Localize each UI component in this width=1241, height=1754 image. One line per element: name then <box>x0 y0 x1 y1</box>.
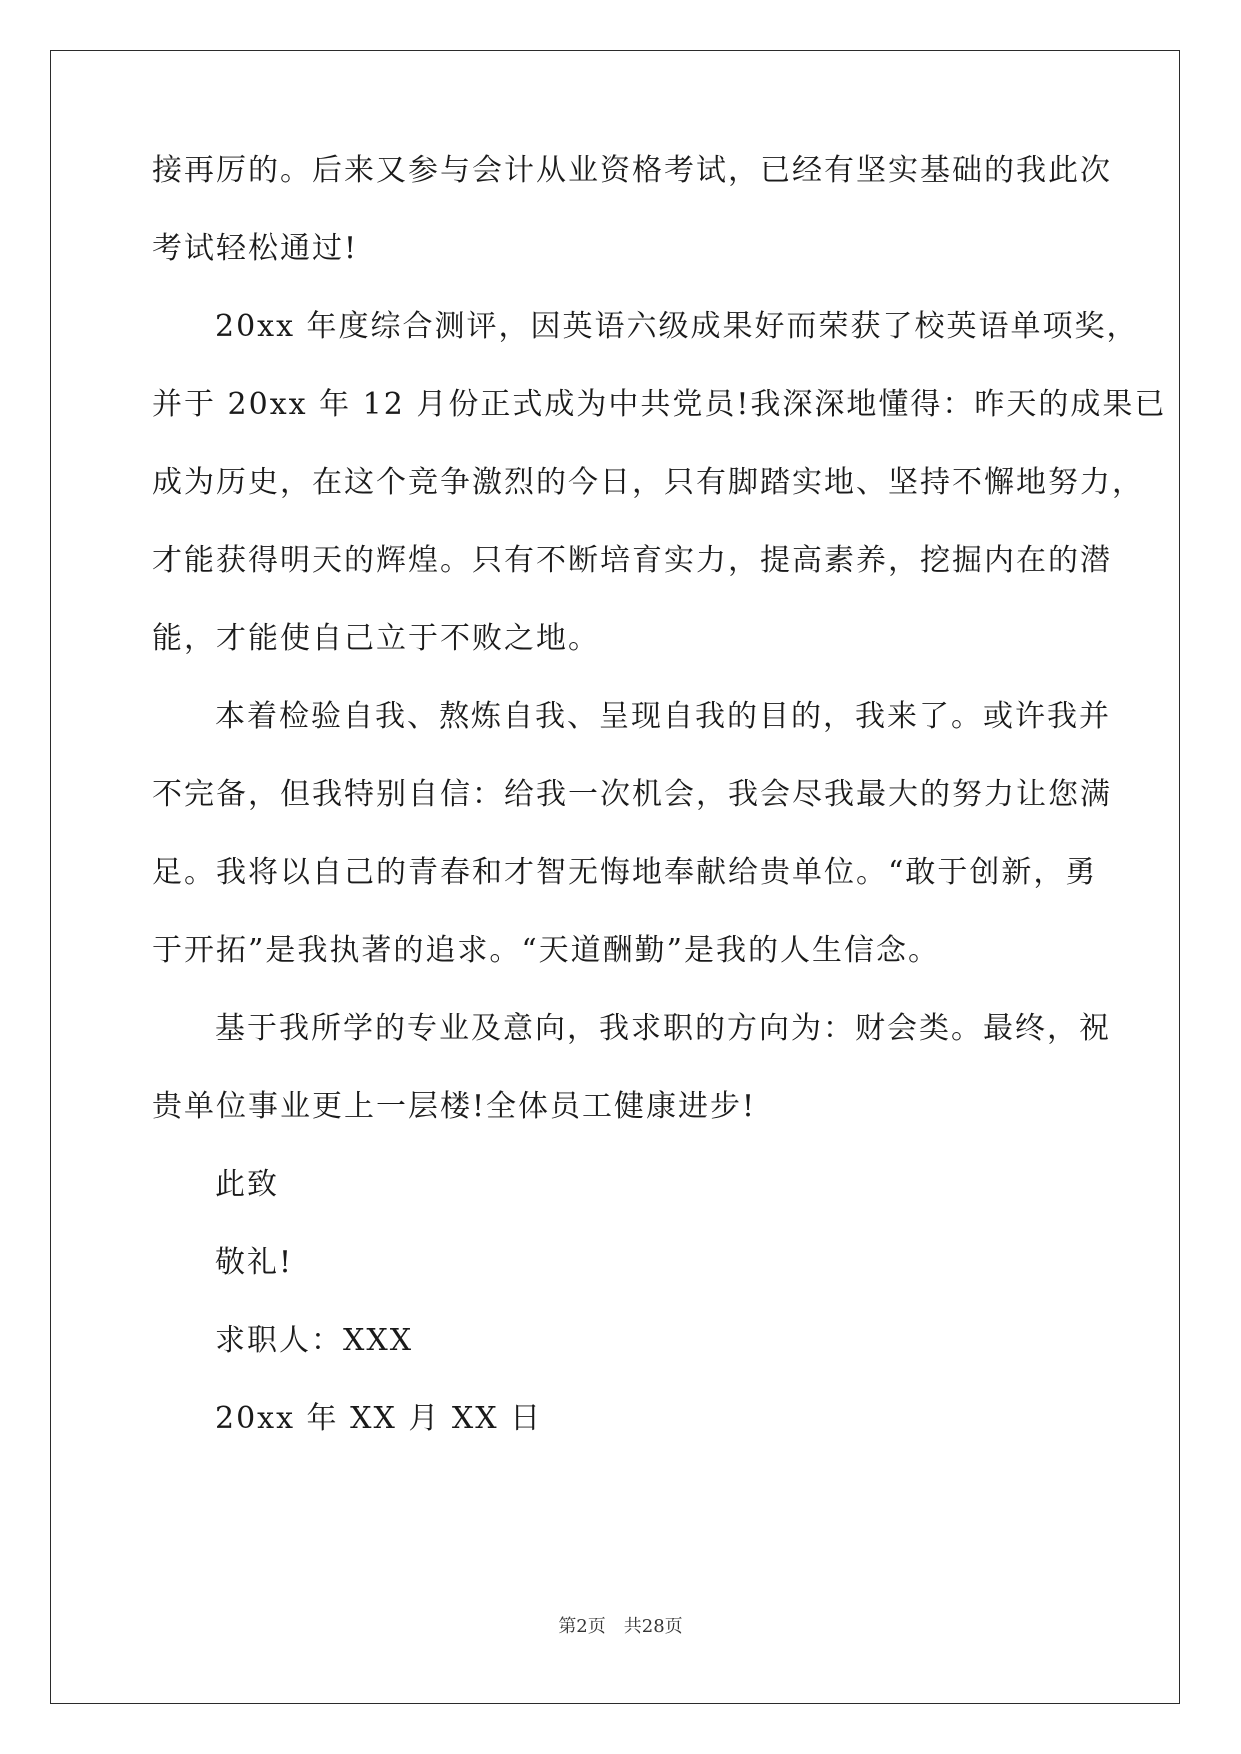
text-line: 贵单位事业更上一层楼!全体员工健康进步! <box>152 1089 757 1124</box>
page-footer <box>0 1612 1241 1638</box>
text-line: 足。我将以自己的青春和才智无悔地奉献给贵单位。“敢于创新，勇 <box>152 855 1098 890</box>
page-total: 共28页 <box>623 1616 683 1637</box>
applicant-signature: 求职人：XXX <box>215 1323 414 1358</box>
document-body <box>152 153 1167 1482</box>
letter-date: 20xx 年 XX 月 XX 日 <box>215 1401 543 1436</box>
text-line: 成为历史，在这个竞争激烈的今日，只有脚踏实地、坚持不懈地努力， <box>152 465 1144 500</box>
text-line: 接再厉的。后来又参与会计从业资格考试，已经有坚实基础的我此次 <box>152 153 1112 188</box>
text-line: 并于 20xx 年 12 月份正式成为中共党员!我深深地懂得：昨天的成果已 <box>152 387 1167 422</box>
paragraph-start-line: 本着检验自我、熬炼自我、呈现自我的目的，我来了。或许我并 <box>215 699 1111 734</box>
paragraph-start-line: 基于我所学的专业及意向，我求职的方向为：财会类。最终，祝 <box>215 1011 1111 1046</box>
text-line: 才能获得明天的辉煌。只有不断培育实力，提高素养，挖掘内在的潜 <box>152 543 1112 578</box>
closing-salutation: 此致 <box>215 1167 279 1202</box>
paragraph-start-line: 20xx 年度综合测评，因英语六级成果好而荣获了校英语单项奖， <box>215 309 1139 344</box>
closing-regards: 敬礼! <box>215 1245 294 1280</box>
page-number: 第2页 <box>558 1616 606 1637</box>
text-line: 不完备，但我特别自信：给我一次机会，我会尽我最大的努力让您满 <box>152 777 1112 812</box>
text-line: 考试轻松通过! <box>152 231 359 266</box>
text-line: 于开拓”是我执著的追求。“天道酬勤”是我的人生信念。 <box>152 933 941 968</box>
text-line: 能，才能使自己立于不败之地。 <box>152 621 600 656</box>
